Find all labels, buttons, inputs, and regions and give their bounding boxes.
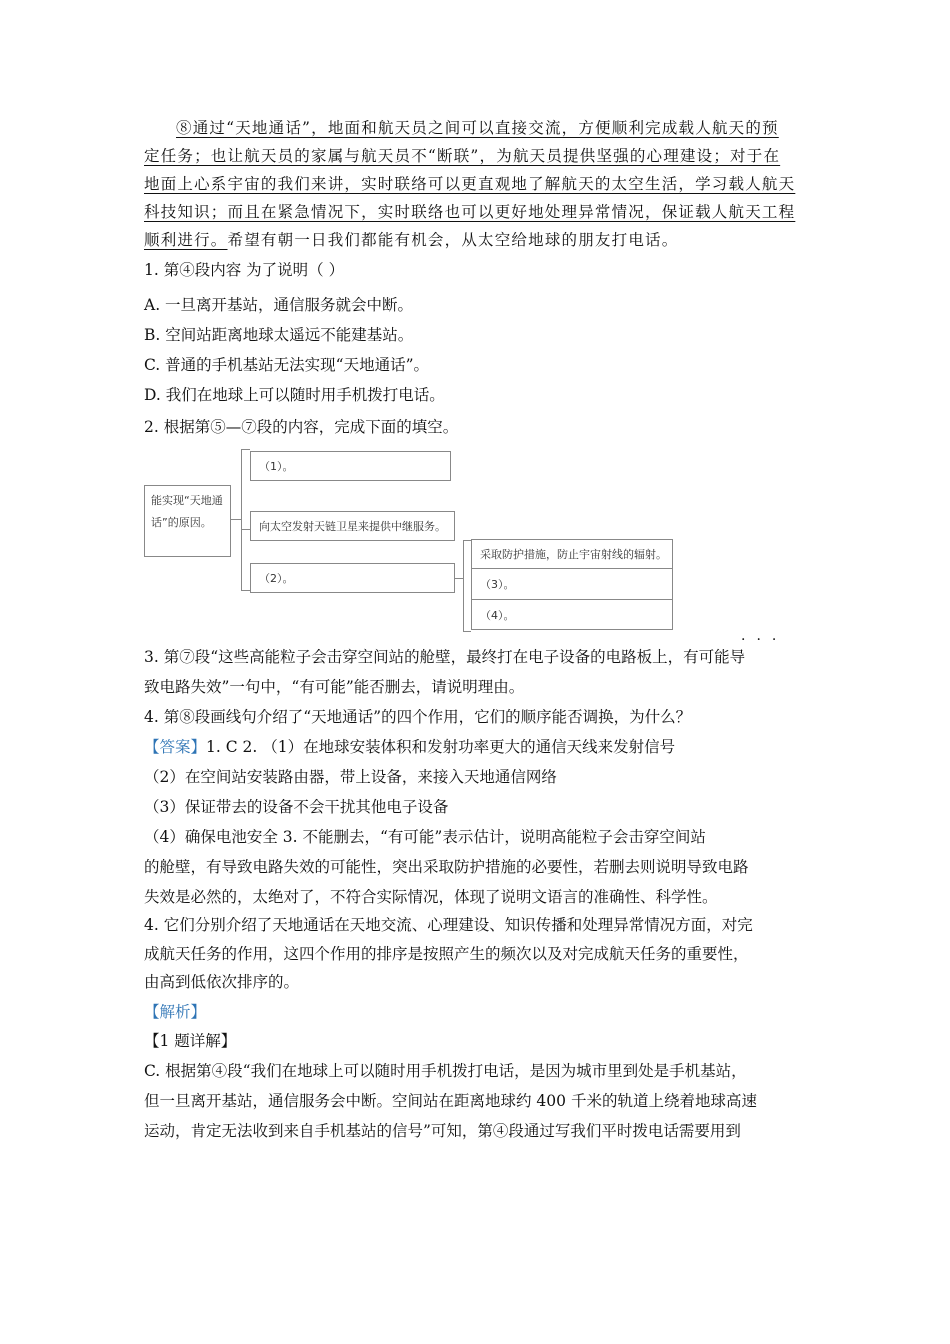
diagram-sub-protection: 采取防护措施，防止宇宙射线的辐射。: [471, 539, 673, 569]
connector: [241, 449, 250, 450]
diagram-blank-2: （2）。: [250, 563, 455, 593]
p8-line-2: [144, 145, 780, 167]
question-1: 1. 第④段内容 为了说明（ ）: [144, 261, 345, 279]
question-1-option-c: C. 普通的手机基站无法实现“天地通话”。: [144, 356, 430, 374]
underlined-sentence: ⑧通过“天地通话”，地面和航天员之间可以直接交流，方便顺利完成载人航天的预: [176, 119, 779, 137]
p8-line-3: [144, 173, 795, 195]
answer-line-3: （3）保证带去的设备不会干扰其他电子设备: [144, 798, 449, 816]
diagram-blank-4: （4）。: [471, 599, 673, 630]
p8-line-4: [144, 201, 795, 223]
emphasis-dots: ···: [741, 632, 788, 648]
connector: [241, 449, 242, 591]
answer-line-8: 成航天任务的作用，这四个作用的排序是按照产生的频次以及对完成航天任务的重要性，: [144, 945, 749, 963]
answer-line-9: 由高到低依次排序的。: [144, 973, 300, 991]
answer-line-6: 失效是必然的，太绝对了，不符合实际情况，体现了说明文语言的准确性、科学性。: [144, 888, 718, 906]
diagram-root-box: 能实现“天地通话”的原因。: [144, 485, 231, 557]
answer-text: 1. C 2. （1）在地球安装体积和发射功率更大的通信天线来发射信号: [206, 738, 676, 756]
analysis-line-1: C. 根据第④段“我们在地球上可以随时用手机拨打电话，是因为城市里到处是手机基站，: [144, 1062, 747, 1080]
connector: [463, 631, 471, 632]
diagram-blank-3: （3）。: [471, 568, 673, 600]
diagram-blank-1: （1）。: [250, 451, 451, 481]
analysis-line-2: 但一旦离开基站，通信服务会中断。空间站在距离地球约 400 千米的轨道上绕着地球高速: [144, 1092, 757, 1110]
question-4: 4. 第⑧段画线句介绍了“天地通话”的四个作用，它们的顺序能否调换，为什么？: [144, 708, 692, 726]
p8-closing-text: 希望有朝一日我们都能有机会，从太空给地球的朋友打电话。: [227, 231, 679, 249]
connector: [231, 519, 241, 520]
underlined-sentence: 地面上心系宇宙的我们来讲，实时联络可以更直观地了解航天的太空生活，学习载人航天: [144, 175, 796, 193]
question-3-line-1: 3. 第⑦段“这些高能粒子会击穿空间站的舱壁，最终打在电子设备的电路板上，有可能导: [144, 648, 746, 666]
connector: [455, 578, 463, 579]
p8-line-5: [144, 229, 678, 251]
connector: [241, 529, 250, 530]
question-1-option-d: D. 我们在地球上可以随时用手机拨打电话。: [144, 386, 445, 404]
underlined-sentence: 科技知识；而且在紧急情况下，实时联络也可以更好地处理异常情况，保证载人航天工程: [144, 203, 796, 221]
underlined-sentence: 定任务；也让航天员的家属与航天员不“断联”，为航天员提供坚强的心理建设；对于在: [144, 147, 781, 165]
analysis-line-3: 运动，肯定无法收到来自手机基站的信号”可知，第④段通过写我们平时拨电话需要用到: [144, 1122, 741, 1140]
answer-tag: 【答案】: [144, 738, 207, 756]
analysis-detail-tag: 【1 题详解】: [144, 1032, 237, 1050]
analysis-tag: 【解析】: [144, 1003, 207, 1021]
answer-line-7: 4. 它们分别介绍了天地通话在天地交流、心理建设、知识传播和处理异常情况方面，对完: [144, 916, 753, 934]
answer-line-4: （4）确保电池安全 3. 不能删去，“有可能”表示估计，说明高能粒子会击穿空间站: [144, 828, 706, 846]
underlined-sentence: 顺利进行。: [144, 231, 228, 249]
question-3-line-2: 致电路失效”一句中，“有可能”能否删去，请说明理由。: [144, 678, 525, 696]
answer-line-5: 的舱壁，有导致电路失效的可能性，突出采取防护措施的必要性，若删去则说明导致电路: [144, 858, 749, 876]
connector: [463, 540, 471, 541]
p8-line-1: [176, 117, 779, 139]
diagram-branch-satellite: 向太空发射天链卫星来提供中继服务。: [250, 511, 455, 541]
connector: [463, 540, 464, 632]
question-1-option-a: A. 一旦离开基站，通信服务就会中断。: [144, 296, 414, 314]
question-2: 2. 根据第⑤—⑦段的内容，完成下面的填空。: [144, 418, 459, 436]
connector: [241, 590, 250, 591]
answer-line-1: [144, 736, 675, 758]
question-1-option-b: B. 空间站距离地球太遥远不能建基站。: [144, 326, 414, 344]
answer-line-2: （2）在空间站安装路由器，带上设备，来接入天地通信网络: [144, 768, 557, 786]
